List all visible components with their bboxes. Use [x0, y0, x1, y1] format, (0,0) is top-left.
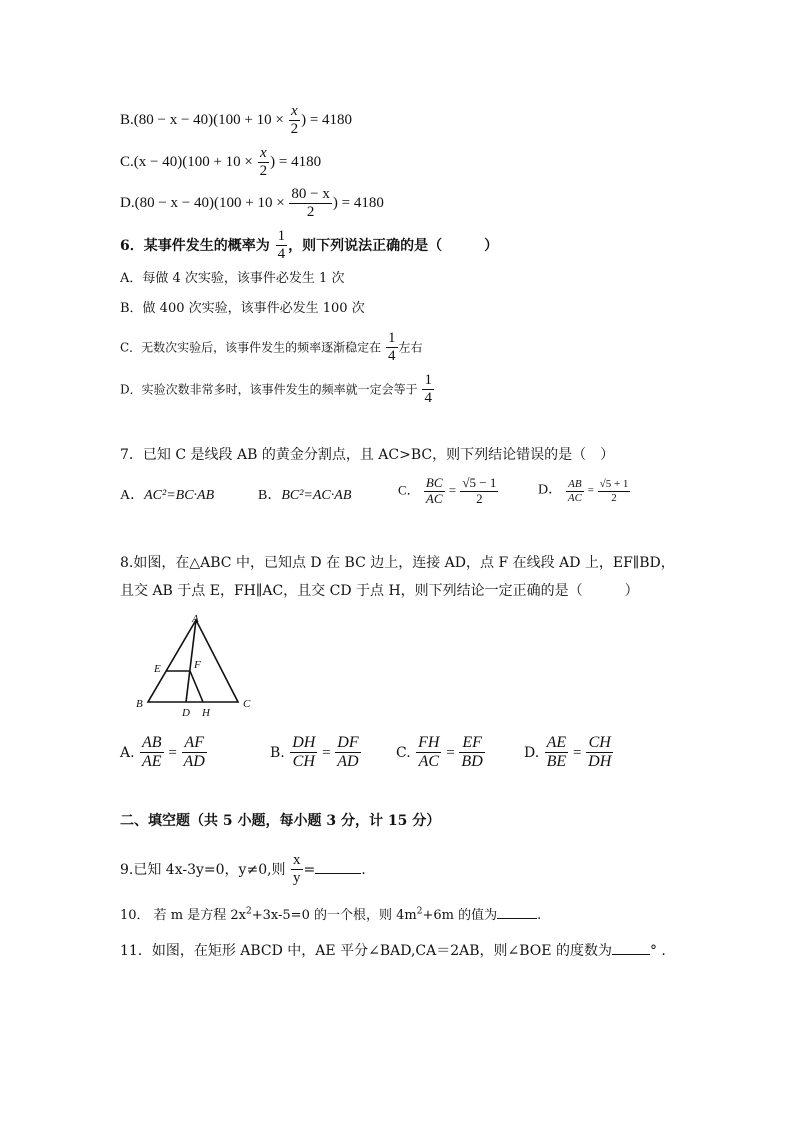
triangle-figure [130, 610, 260, 718]
question-8-line-1: 8.如图，在△ABC 中，已知点 D 在 BC 边上，连接 AD，点 F 在线段 AD 上，EF∥BD， [120, 555, 675, 571]
label-d: D [182, 707, 190, 718]
triangle-abc [148, 620, 238, 702]
label-e: E [154, 663, 161, 675]
fraction: $\frac{1}{4}$ [424, 372, 432, 407]
label-f: F [194, 659, 201, 671]
fraction: $\frac{1}{4}$ [277, 228, 286, 263]
question-10: 10． 若 m 是方程 $2x^2+3x-5=0$ 的一个根，则 $4m^2+6m$ 的值为 . [120, 906, 542, 923]
label-c: C [243, 698, 251, 710]
question-6-option-c: C．无数次实验后，该事件发生的频率逐渐稳定在 $\frac{1}{4}$ 左右 [120, 330, 423, 365]
option-c-prev: C.(x − 40)(100 + 10 × $\frac{x}{2}$ ) = 4180 [120, 145, 322, 180]
question-7-option-a: A．AC²=BC·AB [120, 488, 215, 503]
fraction: $\frac{x}{y}$ [293, 852, 301, 887]
fraction: $\frac{AF}{AD}$ [183, 734, 205, 771]
fraction: $\frac{DF}{AD}$ [337, 734, 359, 771]
fraction: $\frac{CH}{DH}$ [588, 734, 612, 771]
label-b: B [136, 698, 143, 710]
question-6-option-d: D．实验次数非常多时，该事件发生的频率就一定会等于 $\frac{1}{4}$ [120, 372, 432, 407]
fraction: $\frac{FH}{AC}$ [418, 734, 440, 771]
option-b-prev: B.(80 − x − 40)(100 + 10 × $\frac{x}{2}$ ) = 4180 [120, 103, 353, 138]
fraction: $\frac{AE}{BE}$ [546, 734, 567, 771]
fraction: $\frac{80 - x}{2}$ [291, 186, 330, 221]
question-7-option-c: C． $\frac{BC}{AC}$ = $\frac{√5 - 1}{2}$ [398, 475, 497, 506]
question-8-option-b: B. $\frac{DH}{CH}$ = $\frac{DF}{AD}$ [270, 734, 359, 771]
question-8-option-d: D. $\frac{AE}{BE}$ = $\frac{CH}{DH}$ [524, 734, 612, 771]
fraction: $\frac{AB}{AE}$ [142, 734, 162, 771]
question-6-option-b: B．做 400 次实验，该事件必发生 100 次 [120, 301, 365, 316]
fraction: $\frac{√5 + 1}{2}$ [599, 478, 629, 504]
answer-blank[interactable] [497, 906, 537, 919]
question-11: 11．如图，在矩形 ABCD 中，AE 平分∠BAD,CA＝2AB，则∠BOE 的度数为 ° . [120, 943, 666, 959]
fraction: $\frac{EF}{BD}$ [461, 734, 483, 771]
answer-blank[interactable] [315, 861, 361, 874]
label-h: H [202, 707, 210, 718]
fraction: $\frac{BC}{AC}$ [425, 475, 443, 506]
fraction: $\frac{x}{2}$ [290, 103, 299, 138]
question-7-option-b: B．BC²=AC·AB [258, 488, 352, 503]
question-8-option-c: C. $\frac{FH}{AC}$ = $\frac{EF}{BD}$ [396, 734, 483, 771]
question-7-option-d: D． $\frac{AB}{AC}$ = $\frac{√5 + 1}{2}$ [538, 478, 629, 504]
segment-fh [190, 671, 203, 702]
fraction: $\frac{AB}{AC}$ [567, 478, 582, 504]
question-8-line-2: 且交 AB 于点 E，FH∥AC，且交 CD 于点 H，则下列结论一定正确的是（ ） [120, 583, 639, 599]
option-d-prev: D.(80 − x − 40)(100 + 10 × $\frac{80 - x}{2}$ ) = 4180 [120, 186, 384, 221]
section-2-title: 二、填空题（共 5 小题，每小题 3 分，计 15 分） [120, 813, 441, 829]
fraction: $\frac{DH}{CH}$ [292, 734, 316, 771]
question-8-option-a: A. $\frac{AB}{AE}$ = $\frac{AF}{AD}$ [120, 734, 205, 771]
fraction: $\frac{√5 - 1}{2}$ [462, 475, 497, 506]
answer-blank[interactable] [612, 942, 650, 955]
fraction: $\frac{x}{2}$ [259, 145, 268, 180]
question-6-stem: 6．某事件发生的概率为 $\frac{1}{4}$ ，则下列说法正确的是（ ） [120, 228, 499, 263]
question-6-option-a: A．每做 4 次实验，该事件必发生 1 次 [120, 271, 345, 286]
label-a: A [192, 613, 199, 625]
fraction: $\frac{1}{4}$ [388, 330, 396, 365]
question-7-stem: 7．已知 C 是线段 AB 的黄金分割点，且 AC>BC，则下列结论错误的是（ ） [120, 447, 615, 463]
question-9: 9.已知 4x-3y=0，y≠0,则 $\frac{x}{y}$ = . [120, 852, 366, 887]
